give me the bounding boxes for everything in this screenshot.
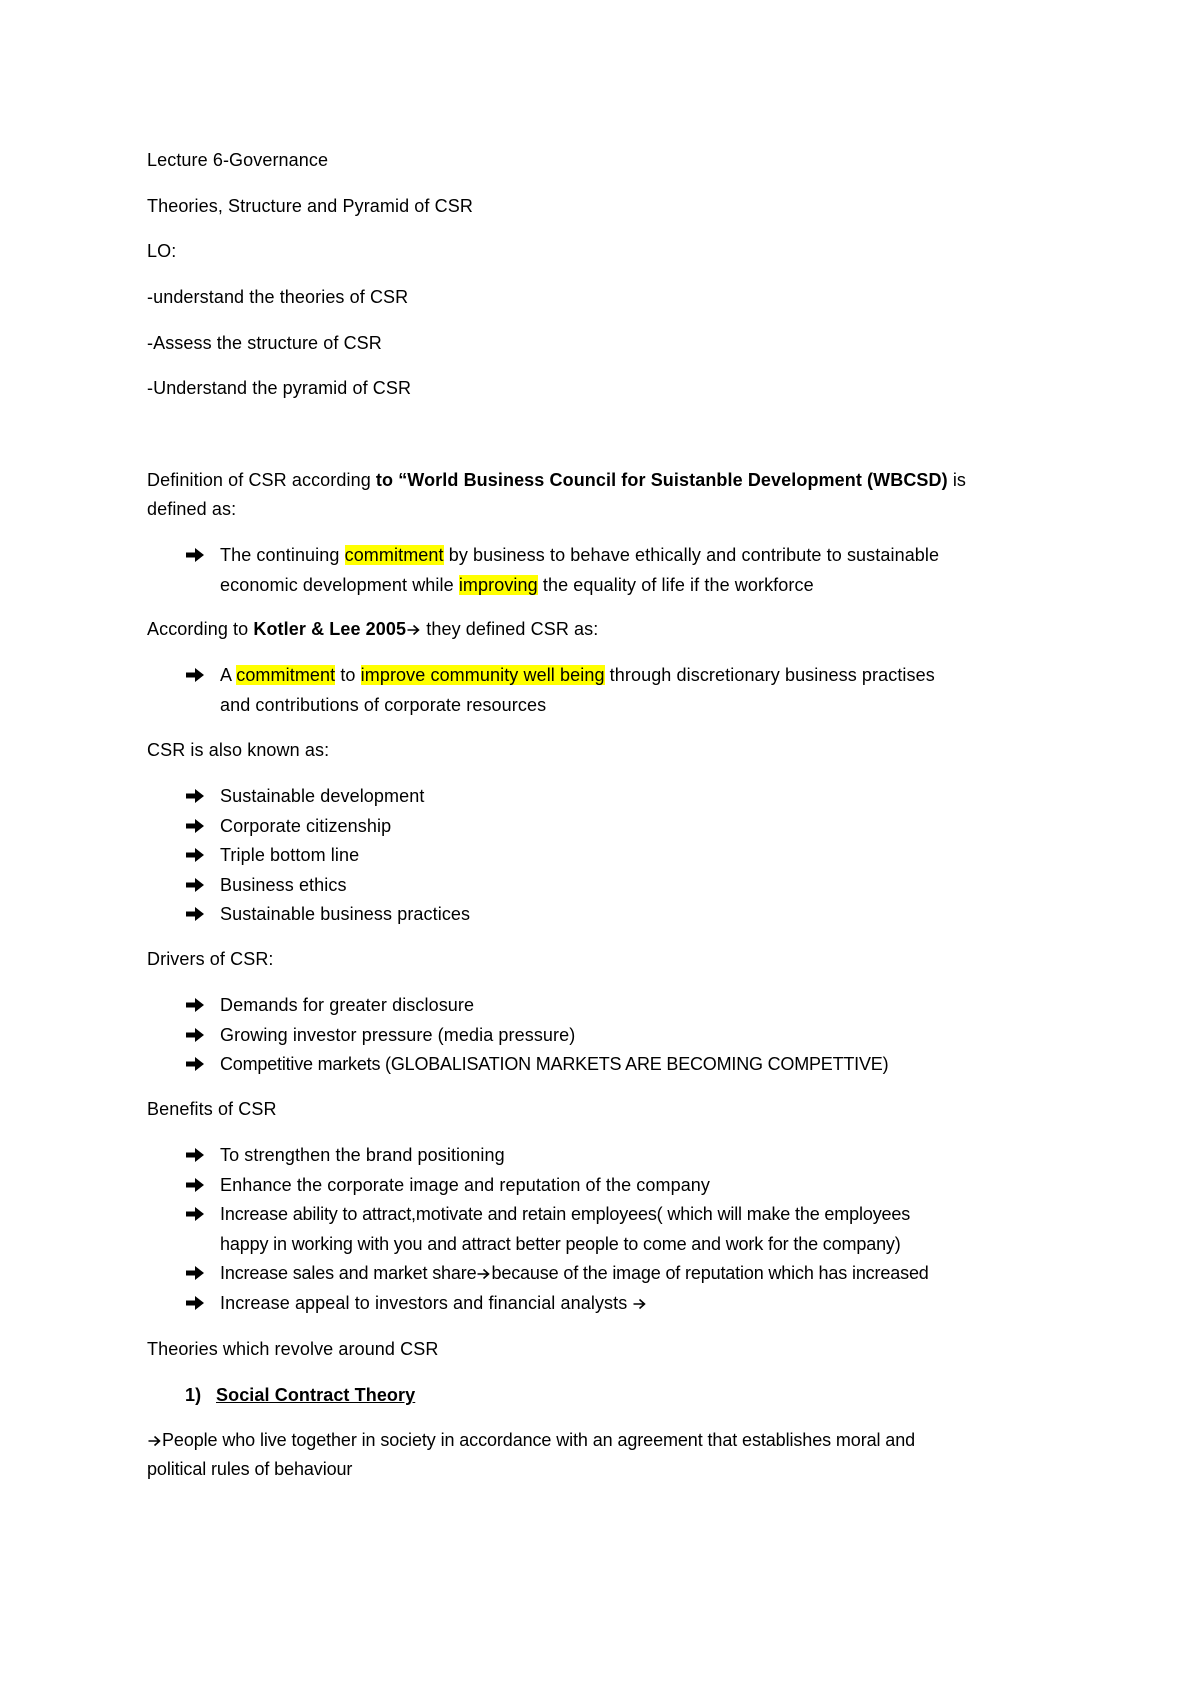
arrow-right-icon: [185, 1265, 205, 1281]
theory-number: 1): [185, 1385, 202, 1405]
text: and contributions of corporate resources: [220, 694, 547, 715]
text: Competitive markets (GLOBALISATION MARKETS ARE BECOMING COMPETTIVE): [220, 1054, 889, 1074]
arrow-right-icon: [185, 997, 205, 1013]
objective-1: -understand the theories of CSR: [147, 287, 409, 307]
text: they defined CSR as:: [421, 619, 599, 639]
arrow-right-icon: [185, 788, 205, 804]
drivers-list: [185, 991, 888, 1080]
benefits-heading: Benefits of CSR: [147, 1099, 277, 1119]
highlight-improving: improving: [458, 574, 538, 595]
text: Enhance the corporate image and reputation of the company: [220, 1174, 711, 1195]
highlight-commitment: commitment: [344, 545, 444, 565]
arrow-right-icon: [185, 818, 205, 834]
text: because of the image of reputation which has increased: [491, 1263, 929, 1283]
text: People who live together in society in accordance with an agreement that establishes moral and: [162, 1430, 916, 1450]
benefits-list: [185, 1141, 929, 1318]
text: to: [335, 665, 361, 685]
definition-intro-end: is: [947, 470, 967, 490]
lecture-subtitle: Theories, Structure and Pyramid of CSR: [147, 196, 473, 216]
arrow-right-icon: [185, 1295, 205, 1311]
text: the equality of life if the workforce: [537, 574, 814, 595]
wbcsd-name: to “World Business Council for Suistanble Development (WBCSD): [375, 470, 948, 490]
kotler-definition-list: [185, 661, 935, 720]
highlight-commitment: commitment: [236, 665, 336, 685]
aka-heading: CSR is also known as:: [147, 740, 330, 760]
text: Sustainable business practices: [220, 904, 471, 924]
aka-list: [185, 782, 470, 930]
arrow-right-icon: [185, 1206, 205, 1222]
list-item: [185, 991, 888, 1021]
text: economic development while: [220, 574, 459, 595]
list-item: [185, 1141, 929, 1171]
list-item: [185, 661, 935, 720]
list-item: [185, 1021, 888, 1051]
text: To strengthen the brand positioning: [220, 1145, 505, 1165]
arrow-right-icon: [148, 1435, 161, 1447]
definition-intro: [147, 466, 966, 495]
arrow-right-icon: [407, 624, 420, 636]
arrow-right-icon: [185, 1147, 205, 1163]
text: Increase sales and market share: [220, 1263, 477, 1283]
list-item: [185, 1200, 929, 1259]
theories-heading: Theories which revolve around CSR: [147, 1339, 439, 1359]
wbcsd-definition-list: [185, 541, 939, 600]
definition-intro-line2: defined as:: [147, 499, 237, 519]
definition-intro-text: Definition of CSR according: [147, 470, 376, 490]
kotler-intro: [147, 615, 598, 644]
list-item: [185, 900, 470, 930]
lecture-title: Lecture 6-Governance: [147, 150, 329, 170]
text: The continuing: [220, 545, 345, 565]
lo-heading: LO:: [147, 241, 177, 261]
list-item: [185, 1289, 929, 1319]
text: Corporate citizenship: [220, 815, 392, 836]
text: Growing investor pressure (media pressure): [220, 1024, 576, 1045]
text: According to: [147, 619, 254, 639]
list-item: [185, 841, 470, 871]
arrow-right-icon: [185, 847, 205, 863]
text: A: [220, 665, 237, 685]
text: political rules of behaviour: [147, 1459, 353, 1479]
text: Demands for greater disclosure: [220, 995, 475, 1015]
list-item: [185, 812, 470, 842]
highlight-community: improve community well being: [360, 665, 605, 685]
arrow-right-icon: [185, 1177, 205, 1193]
text: Sustainable development: [220, 786, 425, 806]
list-item: [185, 871, 470, 901]
kotler-lee-name: Kotler & Lee 2005: [253, 619, 407, 639]
text: Increase ability to attract,motivate and retain employees( which will make the employees: [220, 1204, 911, 1224]
theory-1-description: [147, 1426, 915, 1484]
text: Business ethics: [220, 874, 347, 895]
objective-2: -Assess the structure of CSR: [147, 333, 382, 353]
arrow-right-icon: [185, 1027, 205, 1043]
arrow-right-icon: [185, 906, 205, 922]
list-item: [185, 782, 470, 812]
text: happy in working with you and attract better people to come and work for the company): [220, 1233, 901, 1254]
text: Triple bottom line: [220, 845, 360, 865]
arrow-right-icon: [185, 1056, 205, 1072]
theory-title: Social Contract Theory: [216, 1385, 416, 1405]
objective-3: -Understand the pyramid of CSR: [147, 378, 412, 398]
list-item: [185, 1050, 888, 1080]
text: through discretionary business practises: [604, 665, 935, 685]
list-item: [185, 1259, 929, 1289]
text: Increase appeal to investors and financial analysts: [220, 1292, 633, 1313]
list-item: [185, 541, 939, 600]
text: by business to behave ethically and contribute to sustainable: [443, 545, 940, 565]
drivers-heading: Drivers of CSR:: [147, 949, 274, 969]
arrow-right-icon: [185, 667, 205, 683]
arrow-right-icon: [185, 547, 205, 563]
list-item: [185, 1171, 929, 1201]
arrow-right-icon: [185, 877, 205, 893]
arrow-right-icon: [477, 1268, 490, 1280]
arrow-right-icon: [633, 1298, 646, 1310]
theory-1-heading: [185, 1381, 415, 1410]
